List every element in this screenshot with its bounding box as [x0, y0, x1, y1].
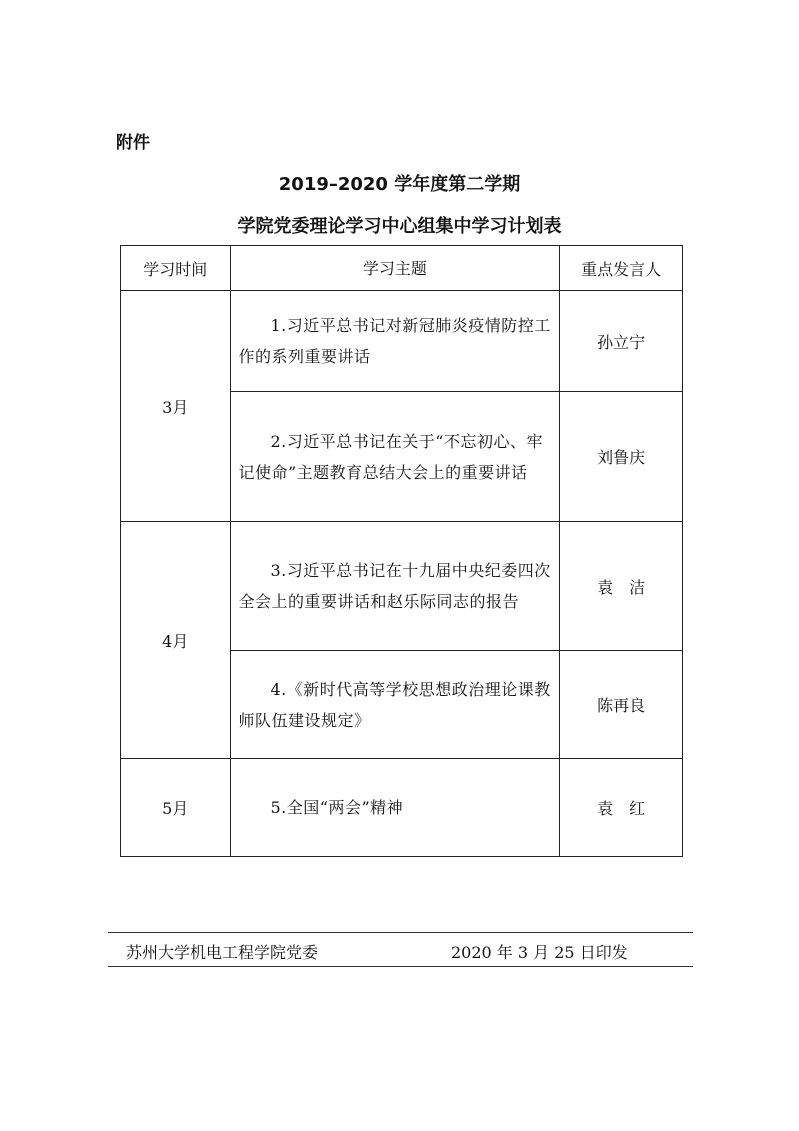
- footer-date: 2020 年 3 月 25 日印发: [451, 943, 628, 962]
- speaker-cell: 袁 红: [560, 759, 683, 857]
- header-speaker: 重点发言人: [560, 246, 683, 291]
- footer-divider-top: [108, 932, 693, 933]
- topic-cell: [230, 522, 560, 651]
- table-row: [121, 759, 683, 857]
- header-topic: 学习主题: [230, 246, 560, 291]
- topic-cell: [230, 651, 560, 759]
- title-plan: 学院党委理论学习中心组集中学习计划表: [237, 216, 562, 237]
- topic-text: 5.全国“两会”精神: [270, 798, 404, 817]
- speaker-cell: 陈再良: [560, 651, 683, 759]
- topic-cell: [230, 291, 560, 392]
- footer-issuer: 苏州大学机电工程学院党委: [126, 943, 319, 962]
- header-time: 学习时间: [121, 246, 231, 291]
- month-cell: 3月: [121, 291, 231, 522]
- table-row: [121, 522, 683, 651]
- month-cell: 4月: [121, 522, 231, 759]
- speaker-cell: 袁 洁: [560, 522, 683, 651]
- title-semester: 2019–2020 学年度第二学期: [278, 174, 521, 195]
- attachment-label: 附件: [116, 133, 150, 153]
- speaker-cell: 孙立宁: [560, 291, 683, 392]
- month-cell: 5月: [121, 759, 231, 857]
- table-header-row: [121, 246, 683, 291]
- table-row: [121, 291, 683, 392]
- topic-text: 2.习近平总书记在关于“不忘初心、牢记使命”主题教育总结大会上的重要讲话: [238, 431, 543, 482]
- footer-divider-bottom: [108, 966, 693, 967]
- speaker-cell: 刘鲁庆: [560, 392, 683, 522]
- topic-text: 3.习近平总书记在十九届中央纪委四次全会上的重要讲话和赵乐际同志的报告: [238, 561, 551, 611]
- topic-cell: [230, 392, 560, 522]
- topic-text: 4.《新时代高等学校思想政治理论课教师队伍建设规定》: [238, 679, 551, 730]
- topic-cell: [230, 759, 560, 857]
- study-plan-table: [120, 245, 683, 857]
- topic-text: 1.习近平总书记对新冠肺炎疫情防控工作的系列重要讲话: [238, 316, 551, 366]
